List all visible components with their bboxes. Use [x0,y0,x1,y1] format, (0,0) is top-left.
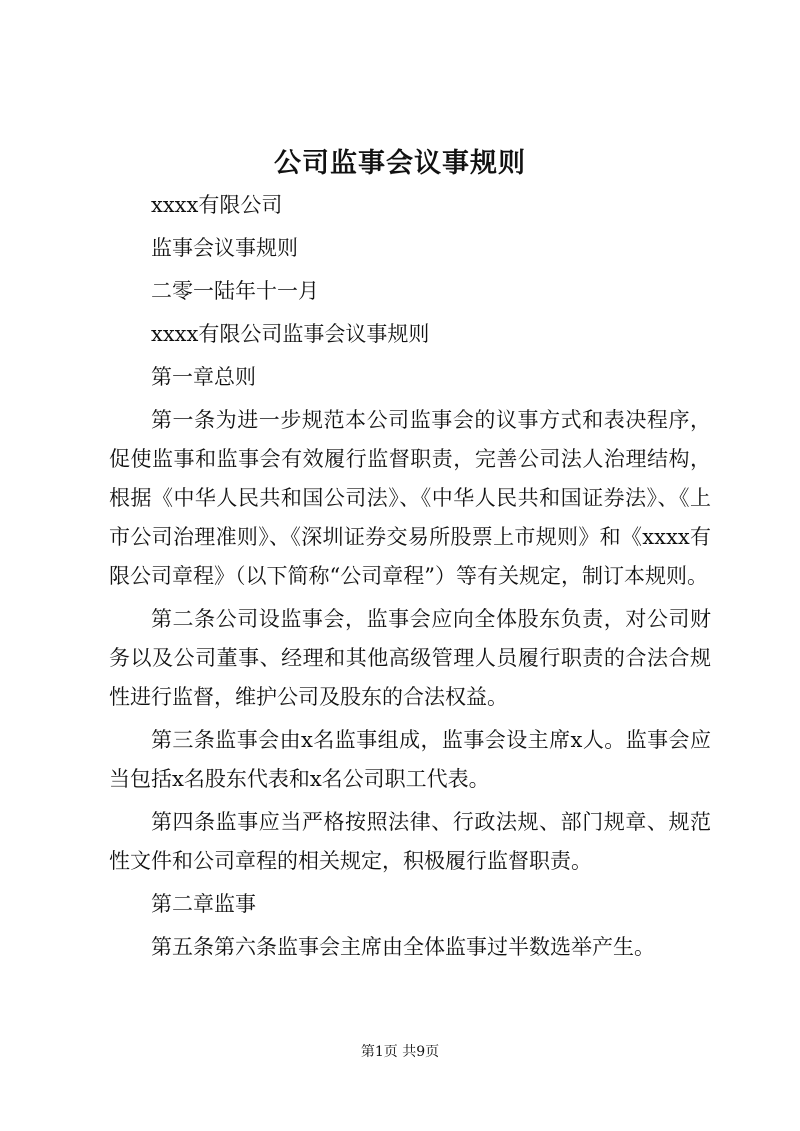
article-paragraph: 第一条为进一步规范本公司监事会的议事方式和表决程序，促使监事和监事会有效履行监督职责，完善公司法人治理结构，根据《中华人民共和国公司法》、《中华人民共和国证券法》、《上市公司治理准则》、《深圳证券交易所股票上市规则》和《xxxx有限公司章程》（以下简称“公司章程”）等有关规定，制订本规则。 [109,408,711,588]
article-paragraph: 第三条监事会由x名监事组成，监事会设主席x人。监事会应当包括x名股东代表和x名公司职工代表。 [109,728,711,791]
document-title: 公司监事会议事规则 [274,148,526,179]
article-paragraph: 第五条第六条监事会主席由全体监事过半数选举产生。 [151,935,655,959]
chapter-heading: 第一章总则 [151,365,256,389]
company-name-line: xxxx有限公司 [151,193,283,217]
rules-name-line: 监事会议事规则 [151,236,298,260]
chapter-heading: 第二章监事 [151,892,256,916]
article-paragraph: 第二条公司设监事会，监事会应向全体股东负责，对公司财务以及公司董事、经理和其他高级管理人员履行职责的合法合规性进行监督，维护公司及股东的合法权益。 [109,607,711,709]
date-line: 二零一陆年十一月 [151,279,319,303]
full-title-line: xxxx有限公司监事会议事规则 [151,322,430,346]
page-footer: 第1页 共9页 [360,1044,440,1060]
article-paragraph: 第四条监事应当严格按照法律、行政法规、部门规章、规范性文件和公司章程的相关规定，积极履行监督职责。 [109,810,711,873]
document-body [109,186,711,967]
